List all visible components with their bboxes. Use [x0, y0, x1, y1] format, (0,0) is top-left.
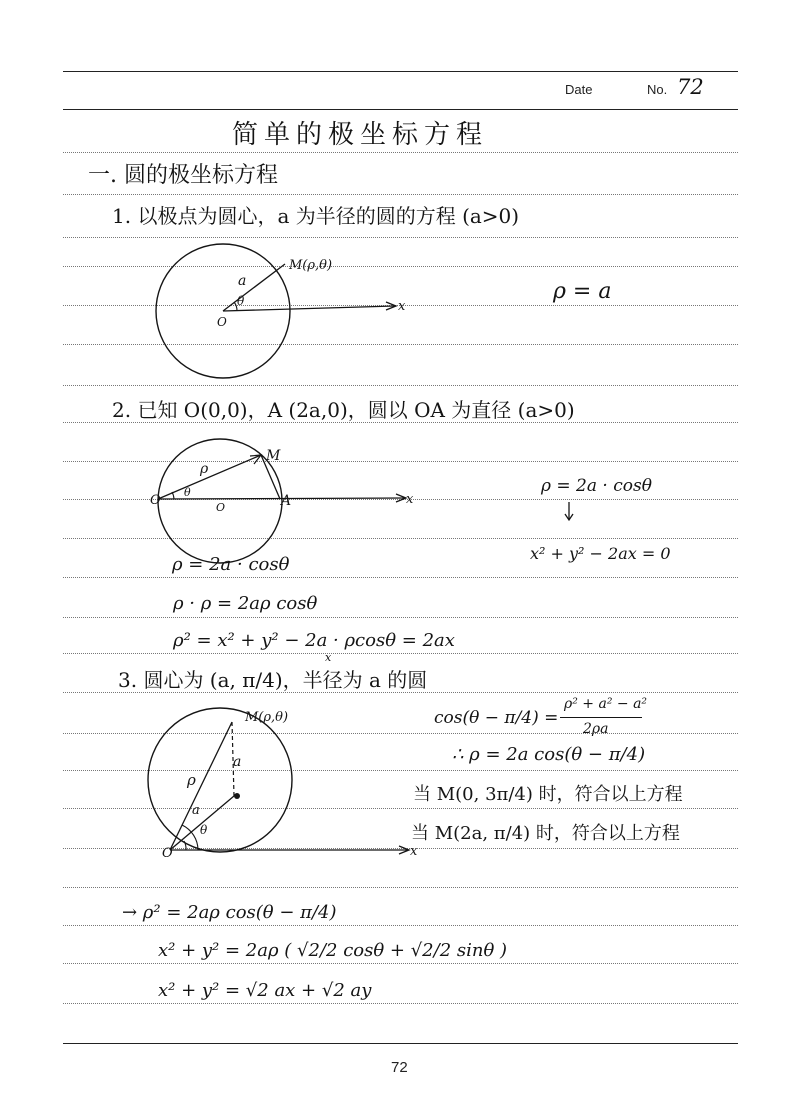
- angle-label: θ: [200, 823, 208, 837]
- radius-label: a: [233, 754, 242, 770]
- item1-equation: ρ = a: [553, 279, 612, 304]
- radius-label: a: [238, 273, 247, 289]
- ruled-line: [63, 577, 738, 578]
- number-value: 72: [677, 75, 704, 99]
- derivation-line: x² + y² = 2aρ ( √2/2 cosθ + √2/2 sinθ ): [158, 940, 508, 961]
- page-title: 简单的极坐标方程: [232, 120, 489, 150]
- ruled-line: [63, 152, 738, 153]
- item2-right-equation: ρ = 2a · cosθ: [541, 476, 652, 496]
- item2-heading: 2. 已知 O(0,0)，A (2a,0)，圆以 OA 为直径 (a>0): [112, 398, 575, 422]
- case-line: 当 M(2a, π/4) 时，符合以上方程: [411, 823, 680, 844]
- cos-numerator: ρ² + a² − a²: [564, 696, 648, 712]
- cos-denominator: 2ρa: [583, 721, 609, 737]
- down-arrow-icon: [560, 500, 580, 524]
- figure-circle-offset-center: [140, 700, 430, 865]
- rho-label: ρ: [200, 461, 209, 477]
- ruled-line: [63, 422, 738, 423]
- number-label: No.: [647, 82, 668, 97]
- ruled-line: [63, 1003, 738, 1004]
- origin-label: O: [150, 493, 161, 508]
- side-label: a: [192, 803, 200, 818]
- derivation-line: ρ² = x² + y² − 2a · ρcosθ = 2ax: [173, 630, 455, 651]
- ruled-line: [63, 692, 738, 693]
- axis-label: x: [410, 844, 418, 859]
- substitution-note: x: [325, 651, 332, 664]
- polar-axis: [223, 306, 395, 311]
- origin-label: O: [162, 846, 173, 861]
- ruled-line: [63, 385, 738, 386]
- page-number: 72: [391, 1059, 408, 1076]
- axis-label: x: [406, 492, 414, 507]
- point-m-label: M(ρ,θ): [245, 710, 289, 725]
- top-rule: [63, 71, 738, 72]
- derivation-line: x² + y² = √2 ax + √2 ay: [158, 980, 372, 1001]
- cos-lhs: cos(θ − π/4) =: [434, 708, 559, 728]
- therefore-line: ∴ ρ = 2a cos(θ − π/4): [452, 744, 646, 765]
- item2-cartesian-equation: x² + y² − 2ax = 0: [530, 544, 671, 563]
- figure-circle-center-origin: [140, 235, 415, 375]
- origin-label: O: [217, 315, 227, 329]
- derivation-line: → ρ² = 2aρ cos(θ − π/4): [122, 902, 337, 923]
- point-a-label: A: [281, 493, 292, 509]
- item1-heading: 1. 以极点为圆心，a 为半径的圆的方程 (a>0): [112, 204, 520, 228]
- om-segment: [158, 455, 261, 499]
- angle-label: θ: [184, 486, 191, 499]
- ruled-line: [63, 887, 738, 888]
- ruled-line: [63, 925, 738, 926]
- date-label: Date: [565, 82, 593, 97]
- radius-segment: [223, 264, 285, 311]
- bottom-rule: [63, 1043, 738, 1044]
- center-label: O: [216, 501, 226, 514]
- angle-arc-small: [184, 841, 186, 850]
- point-m-label: M(ρ,θ): [289, 258, 333, 273]
- ruled-line: [63, 617, 738, 618]
- case-line: 当 M(0, 3π/4) 时，符合以上方程: [413, 784, 683, 805]
- circle-outline: [148, 708, 292, 852]
- header-rule: [63, 109, 738, 110]
- derivation-line: ρ = 2a · cosθ: [172, 554, 290, 575]
- center-point: [234, 793, 240, 799]
- derivation-line: ρ · ρ = 2aρ cosθ: [173, 593, 318, 614]
- ruled-line: [63, 963, 738, 964]
- ruled-line: [63, 653, 738, 654]
- fraction-bar: [560, 717, 642, 718]
- angle-label: θ: [237, 294, 245, 308]
- point-m-label: M: [266, 448, 281, 464]
- ruled-line: [63, 194, 738, 195]
- section-heading: 一. 圆的极坐标方程: [88, 163, 278, 188]
- angle-arc: [172, 492, 174, 499]
- item3-heading: 3. 圆心为 (a, π/4)，半径为 a 的圆: [118, 668, 428, 692]
- axis-label: x: [398, 299, 406, 314]
- rho-label: ρ: [187, 771, 196, 789]
